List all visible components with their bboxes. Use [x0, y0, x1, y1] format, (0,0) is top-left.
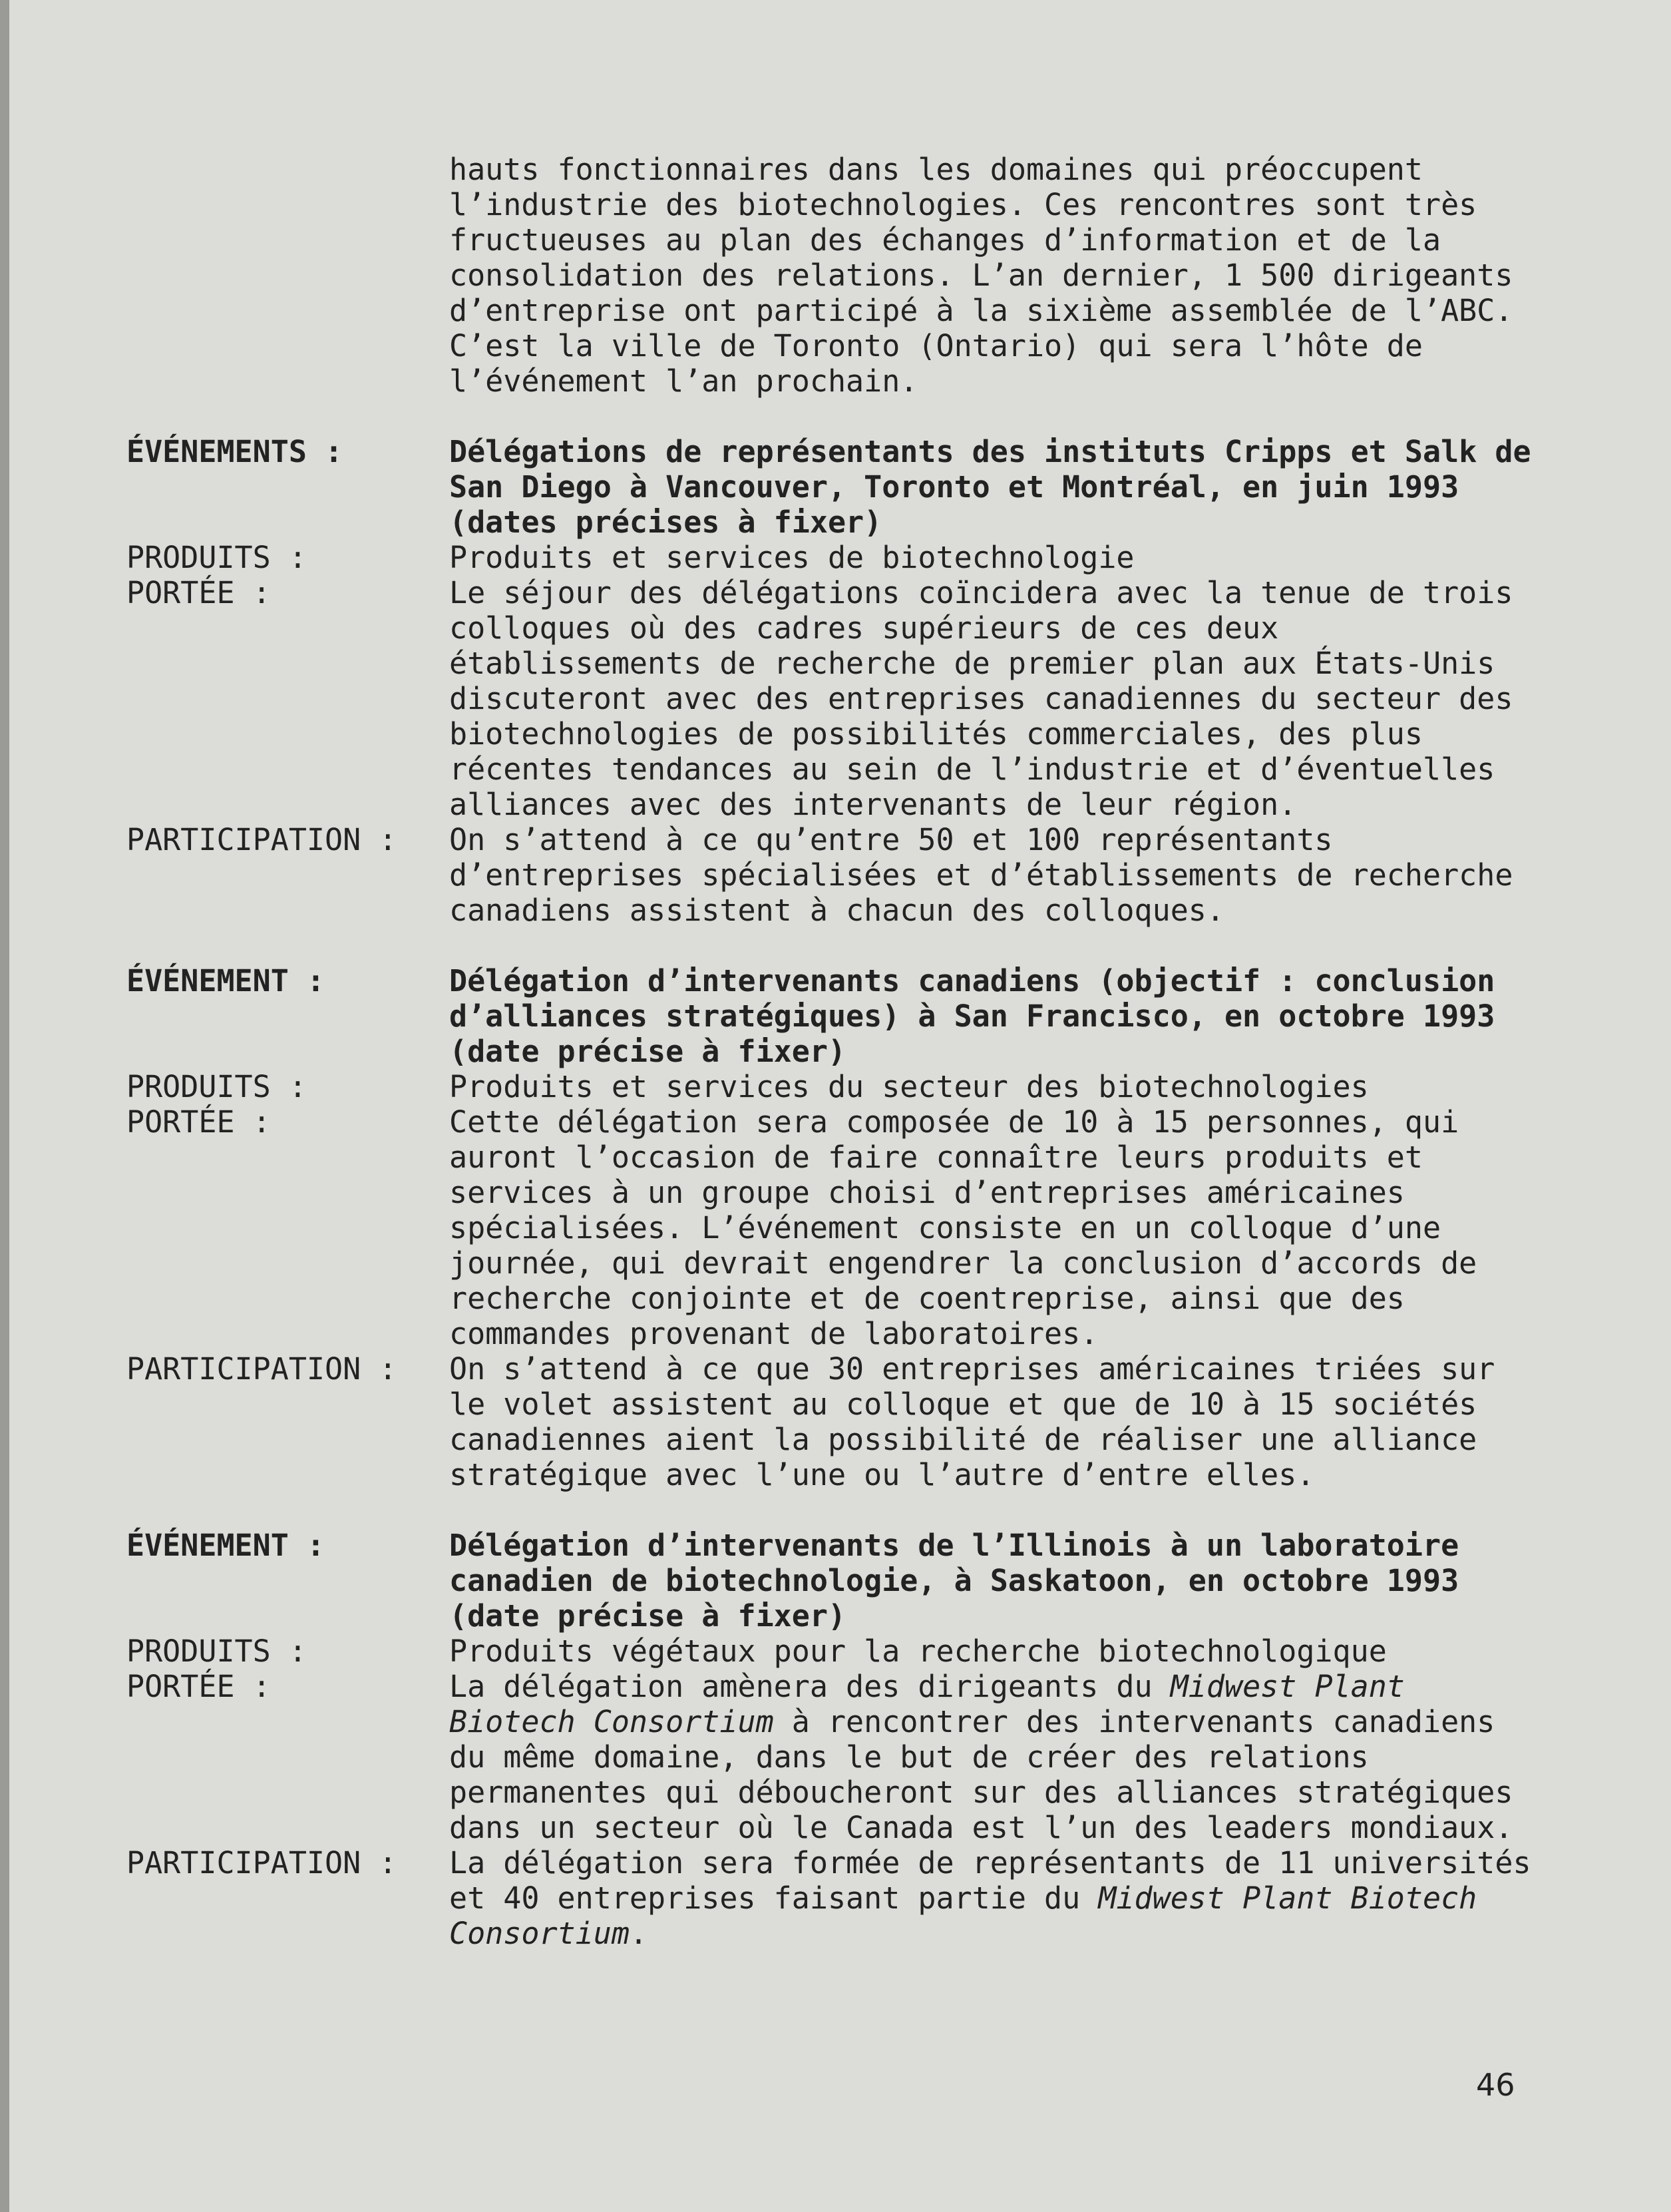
text-line: recherche conjointe et de coentreprise, ainsi que des [449, 1281, 1405, 1316]
scope-value [449, 1669, 1531, 1845]
italic-segment: Biotech Consortium [449, 1704, 774, 1739]
text-segment: La délégation amènera des dirigeants du [449, 1669, 1171, 1704]
text-line: stratégique avec l’une ou l’autre d’entre elles. [449, 1457, 1315, 1492]
participation-label: PARTICIPATION : [126, 1845, 397, 1880]
products-label: PRODUITS : [126, 540, 307, 575]
products-value: Produits et services de biotechnologie [449, 540, 1135, 575]
text-line: récentes tendances au sein de l’industrie et d’éventuelles [449, 752, 1495, 787]
text-line: Cette délégation sera composée de 10 à 15 personnes, qui [449, 1104, 1459, 1140]
text-line: canadiens assistent à chacun des colloques. [449, 893, 1224, 928]
scope-value [449, 575, 1531, 822]
event-title [449, 434, 1531, 540]
participation-value [449, 1845, 1531, 1951]
participation-row [126, 1351, 1531, 1492]
text-line [449, 1880, 1531, 1916]
event-label: ÉVÉNEMENT : [126, 1528, 325, 1563]
event-title [449, 963, 1531, 1069]
text-line: permanentes qui déboucheront sur des alliances stratégiques [449, 1775, 1513, 1810]
products-label: PRODUITS : [126, 1634, 307, 1669]
text-line: établissements de recherche de premier plan aux États-Unis [449, 646, 1495, 681]
text-line: l’industrie des biotechnologies. Ces rencontres sont très [449, 187, 1477, 222]
text-line: du même domaine, dans le but de créer des relations [449, 1739, 1369, 1775]
intro-paragraph [449, 152, 1531, 399]
participation-label: PARTICIPATION : [126, 1351, 397, 1387]
scope-row [126, 1104, 1531, 1351]
text-segment: . [629, 1916, 648, 1951]
text-segment: à rencontrer des intervenants canadiens [773, 1704, 1495, 1739]
text-line: d’entreprises spécialisées et d’établissements de recherche [449, 857, 1513, 893]
text-line: biotechnologies de possibilités commerciales, des plus [449, 716, 1423, 752]
event-section [126, 963, 1531, 1492]
products-row [126, 540, 1531, 575]
text-line: journée, qui devrait engendrer la conclusion d’accords de [449, 1245, 1477, 1281]
text-line [449, 1916, 1531, 1951]
scope-row [126, 1669, 1531, 1845]
text-line: colloques où des cadres supérieurs de ces deux [449, 610, 1279, 646]
event-title-row [126, 1528, 1531, 1634]
text-line: Délégation d’intervenants canadiens (objectif : conclusion [449, 963, 1495, 998]
products-value: Produits et services du secteur des biotechnologies [449, 1069, 1369, 1104]
participation-value [449, 1351, 1531, 1492]
text-line [449, 1704, 1531, 1739]
scope-row [126, 575, 1531, 822]
text-line: La délégation sera formée de représentants de 11 universités [449, 1845, 1531, 1880]
products-row [126, 1634, 1531, 1669]
scope-value [449, 1104, 1531, 1351]
participation-label: PARTICIPATION : [126, 822, 397, 857]
text-line: d’alliances stratégiques) à San Francisco, en octobre 1993 [449, 998, 1495, 1034]
text-line: canadien de biotechnologie, à Saskatoon, en octobre 1993 [449, 1563, 1459, 1598]
text-line: spécialisées. L’événement consiste en un colloque d’une [449, 1210, 1441, 1245]
text-line: d’entreprise ont participé à la sixième assemblée de l’ABC. [449, 293, 1513, 328]
scope-label: PORTÉE : [126, 575, 271, 610]
text-line: consolidation des relations. L’an dernier, 1 500 dirigeants [449, 258, 1513, 293]
text-line: l’événement l’an prochain. [449, 363, 918, 399]
text-line: discuteront avec des entreprises canadiennes du secteur des [449, 681, 1513, 716]
text-line: On s’attend à ce que 30 entreprises américaines triées sur [449, 1351, 1495, 1387]
products-row [126, 1069, 1531, 1104]
text-line: auront l’occasion de faire connaître leurs produits et [449, 1140, 1423, 1175]
event-title-row [126, 963, 1531, 1069]
text-line: San Diego à Vancouver, Toronto et Montréal, en juin 1993 [449, 469, 1459, 505]
page-number: 46 [1476, 2067, 1515, 2103]
text-line: le volet assistent au colloque et que de 10 à 15 sociétés [449, 1387, 1477, 1422]
text-line: dans un secteur où le Canada est l’un des leaders mondiaux. [449, 1810, 1513, 1845]
participation-row [126, 1845, 1531, 1951]
text-line: services à un groupe choisi d’entreprises américaines [449, 1175, 1405, 1210]
text-line: fructueuses au plan des échanges d’information et de la [449, 222, 1441, 258]
italic-segment: Consortium [449, 1916, 630, 1951]
event-section [126, 434, 1531, 928]
scope-label: PORTÉE : [126, 1669, 271, 1704]
scope-label: PORTÉE : [126, 1104, 271, 1140]
products-value: Produits végétaux pour la recherche biotechnologique [449, 1634, 1387, 1669]
text-line: commandes provenant de laboratoires. [449, 1316, 1099, 1351]
text-line: Délégations de représentants des instituts Cripps et Salk de [449, 434, 1531, 469]
text-line: hauts fonctionnaires dans les domaines qui préoccupent [449, 152, 1423, 187]
text-line: On s’attend à ce qu’entre 50 et 100 représentants [449, 822, 1333, 857]
text-line: (date précise à fixer) [449, 1598, 846, 1634]
scan-edge [0, 0, 9, 2212]
italic-segment: Midwest Plant Biotech [1098, 1880, 1477, 1916]
event-title [449, 1528, 1531, 1634]
text-line: (dates précises à fixer) [449, 505, 882, 540]
text-line: canadiennes aient la possibilité de réaliser une alliance [449, 1422, 1477, 1457]
text-line: (date précise à fixer) [449, 1034, 846, 1069]
text-segment: et 40 entreprises faisant partie du [449, 1880, 1099, 1916]
text-line: Le séjour des délégations coïncidera avec la tenue de trois [449, 575, 1513, 610]
event-section [126, 1528, 1531, 1951]
text-line: Délégation d’intervenants de l’Illinois à un laboratoire [449, 1528, 1459, 1563]
event-label: ÉVÉNEMENTS : [126, 434, 343, 469]
italic-segment: Midwest Plant [1170, 1669, 1405, 1704]
products-label: PRODUITS : [126, 1069, 307, 1104]
text-line [449, 1669, 1531, 1704]
text-line: alliances avec des intervenants de leur région. [449, 787, 1297, 822]
participation-value [449, 822, 1531, 928]
event-title-row [126, 434, 1531, 540]
text-line: C’est la ville de Toronto (Ontario) qui sera l’hôte de [449, 328, 1423, 363]
event-label: ÉVÉNEMENT : [126, 963, 325, 998]
participation-row [126, 822, 1531, 928]
document-body [126, 152, 1531, 1986]
